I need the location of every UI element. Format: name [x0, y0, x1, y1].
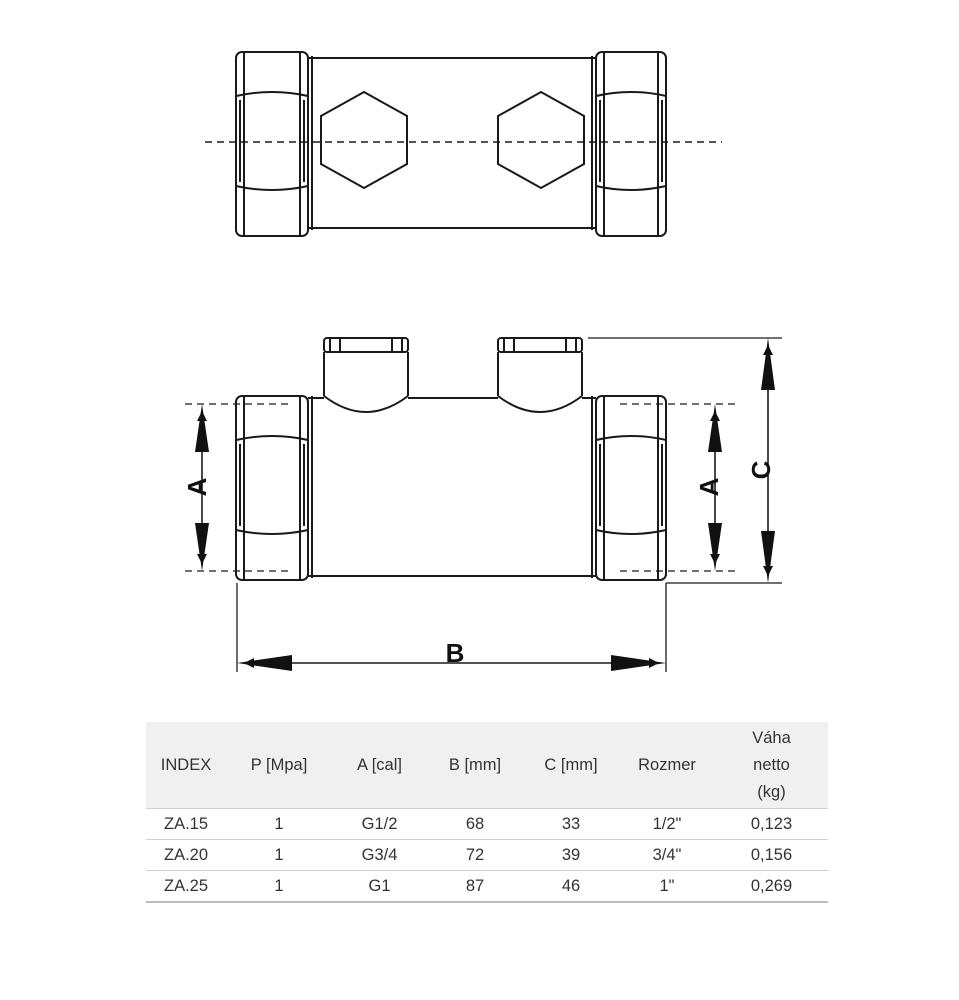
cell-weight: 0,269 [750, 876, 793, 895]
top-hex-plug-right [498, 92, 584, 188]
cell-index: ZA.25 [163, 876, 209, 895]
dim-label-b: B [445, 638, 465, 668]
cell-index: ZA.15 [163, 814, 209, 833]
cell-c: 39 [561, 845, 581, 864]
cell-b: 68 [465, 814, 485, 833]
header-weight-line2: netto [753, 755, 790, 774]
cell-c: 33 [561, 814, 581, 833]
dim-label-a-left: A [182, 477, 212, 497]
header-weight-line3: (kg) [757, 782, 786, 801]
top-view [205, 52, 722, 236]
dim-label-c: C [746, 460, 776, 480]
cell-c: 46 [561, 876, 581, 895]
top-body [308, 56, 596, 230]
cell-b: 87 [465, 876, 485, 895]
spec-table [146, 722, 828, 903]
top-right-nut [596, 52, 666, 236]
top-hex-plug-left [321, 92, 407, 188]
table-row [146, 840, 828, 871]
table-row [146, 871, 828, 903]
cell-pressure: 1 [274, 876, 284, 895]
side-plug-left [324, 338, 408, 412]
dim-label-a-right: A [694, 477, 724, 497]
cell-size: 3/4" [652, 845, 682, 864]
side-right-nut [596, 396, 666, 580]
side-view [236, 338, 666, 580]
cell-size: 1/2" [652, 814, 682, 833]
header-index: INDEX [160, 755, 212, 774]
cell-b: 72 [465, 845, 485, 864]
header-b: B [mm] [448, 755, 502, 774]
dimension-lines [185, 338, 782, 672]
cell-a: G1/2 [361, 814, 398, 833]
header-size: Rozmer [638, 755, 696, 774]
cell-a: G1 [368, 876, 391, 895]
dimension-arrowheads [195, 338, 775, 671]
side-left-nut [236, 396, 308, 580]
header-weight-line1: Váha [752, 728, 791, 747]
table-header-row [146, 722, 828, 809]
cell-a: G3/4 [361, 845, 398, 864]
header-pressure: P [Mpa] [250, 755, 308, 774]
header-a: A [cal] [357, 755, 402, 774]
cell-weight: 0,123 [750, 814, 793, 833]
side-body [308, 396, 596, 578]
cell-index: ZA.20 [163, 845, 209, 864]
cell-weight: 0,156 [750, 845, 793, 864]
top-left-nut [236, 52, 308, 236]
table-row [146, 809, 828, 840]
cell-pressure: 1 [274, 814, 284, 833]
header-weight [715, 722, 828, 809]
cell-pressure: 1 [274, 845, 284, 864]
side-plug-right [498, 338, 582, 412]
header-c: C [mm] [544, 755, 598, 774]
cell-size: 1" [659, 876, 675, 895]
